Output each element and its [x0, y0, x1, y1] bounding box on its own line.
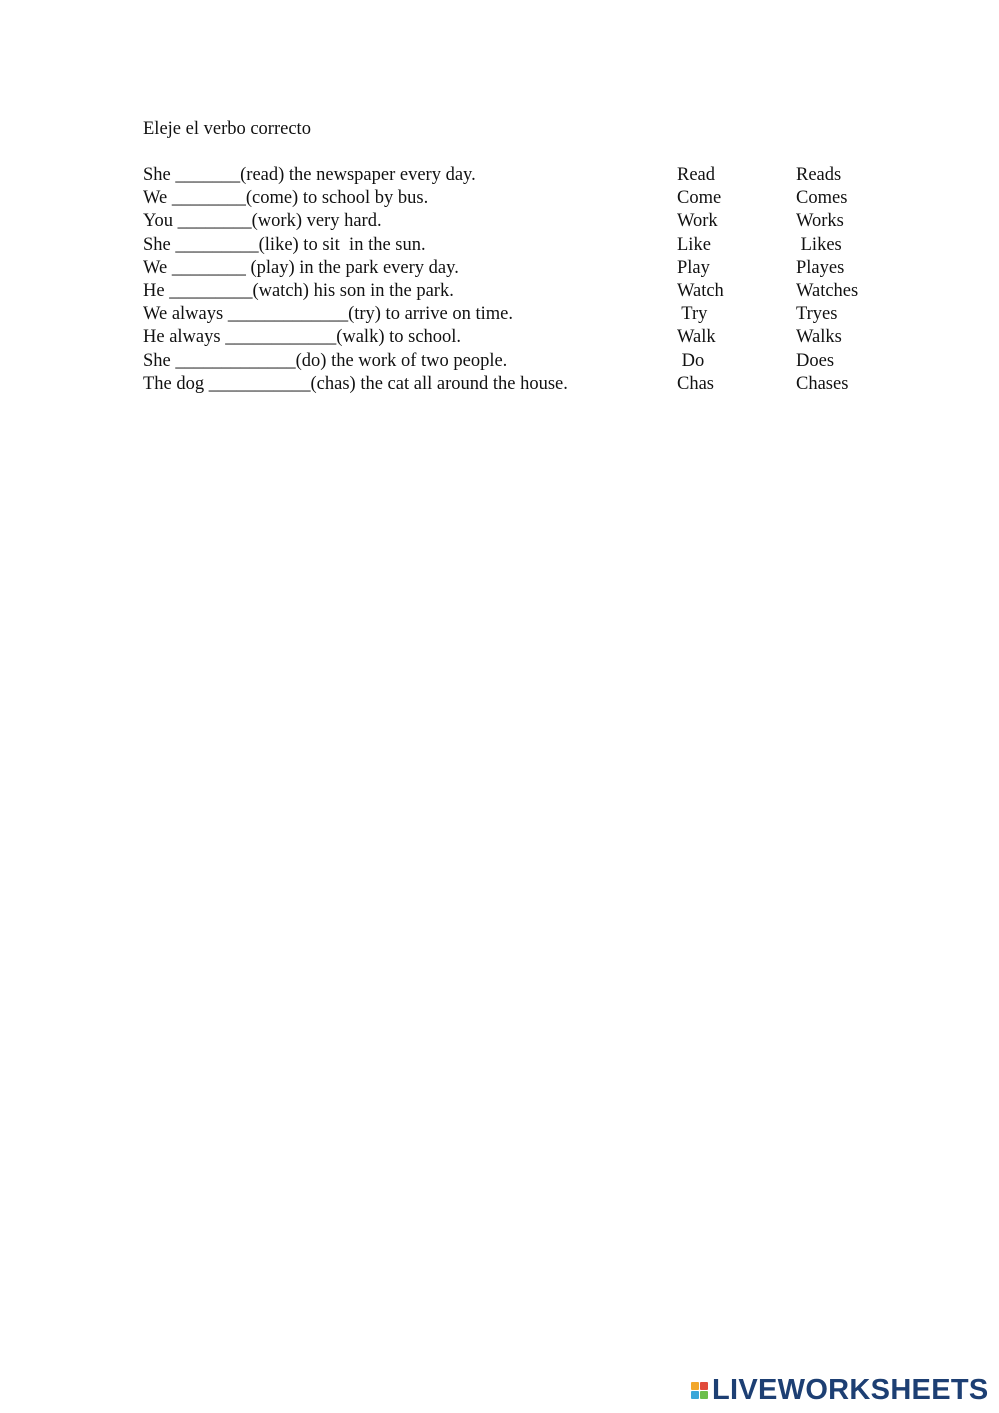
exercise-sentence: You ________(work) very hard. [143, 211, 382, 232]
logo-square-e [700, 1391, 708, 1399]
option-b: Reads [796, 165, 842, 185]
exercise-sentence: She _____________(do) the work of two people. [143, 350, 508, 371]
exercise-sentence: She _______(read) the newspaper every day. [143, 165, 476, 185]
option-b: Walks [796, 327, 842, 348]
exercise-row [143, 373, 903, 396]
option-b: Tryes [796, 304, 838, 325]
option-a: Do [677, 350, 705, 371]
option-a: Work [677, 211, 718, 232]
exercise-row [143, 326, 903, 349]
exercise-sentence: He _________(watch) his son in the park. [143, 280, 454, 301]
option-a: Chas [677, 373, 714, 394]
exercise-row [143, 280, 903, 303]
option-a: Come [677, 188, 722, 209]
option-b: Likes [796, 234, 842, 255]
worksheet-title: Eleje el verbo correcto [143, 119, 311, 139]
option-b: Watches [796, 280, 859, 301]
option-a: Read [677, 165, 716, 185]
exercise-sentence: He always ____________(walk) to school. [143, 327, 462, 348]
exercise-row [143, 350, 903, 373]
option-a: Play [677, 257, 710, 278]
exercise-sentence: We ________(come) to school by bus. [143, 188, 429, 209]
exercise-sentence: We always _____________(try) to arrive on time. [143, 304, 513, 325]
logo-square-v [691, 1391, 699, 1399]
exercise-sentence: We ________ (play) in the park every day. [143, 257, 459, 278]
logo-square-l [691, 1382, 699, 1390]
logo-mark-icon [691, 1382, 708, 1399]
option-b: Chases [796, 373, 849, 394]
option-a: Try [677, 304, 708, 325]
exercise-row [143, 187, 903, 210]
exercise-row [143, 303, 903, 326]
exercise-row [143, 257, 903, 280]
option-b: Playes [796, 257, 845, 278]
option-b: Does [796, 350, 835, 371]
exercise-sentence: She _________(like) to sit in the sun. [143, 234, 426, 255]
option-b: Works [796, 211, 844, 232]
exercise-row [143, 234, 903, 257]
liveworksheets-logo [691, 1375, 989, 1405]
logo-text: LIVEWORKSHEETS [712, 1374, 989, 1406]
option-a: Like [677, 234, 711, 255]
exercise-list [143, 164, 903, 396]
exercise-row [143, 210, 903, 233]
option-a: Watch [677, 280, 724, 301]
option-b: Comes [796, 188, 848, 209]
exercise-row [143, 164, 903, 187]
logo-square-i [700, 1382, 708, 1390]
exercise-sentence: The dog ___________(chas) the cat all around the house. [143, 373, 568, 394]
option-a: Walk [677, 327, 716, 348]
